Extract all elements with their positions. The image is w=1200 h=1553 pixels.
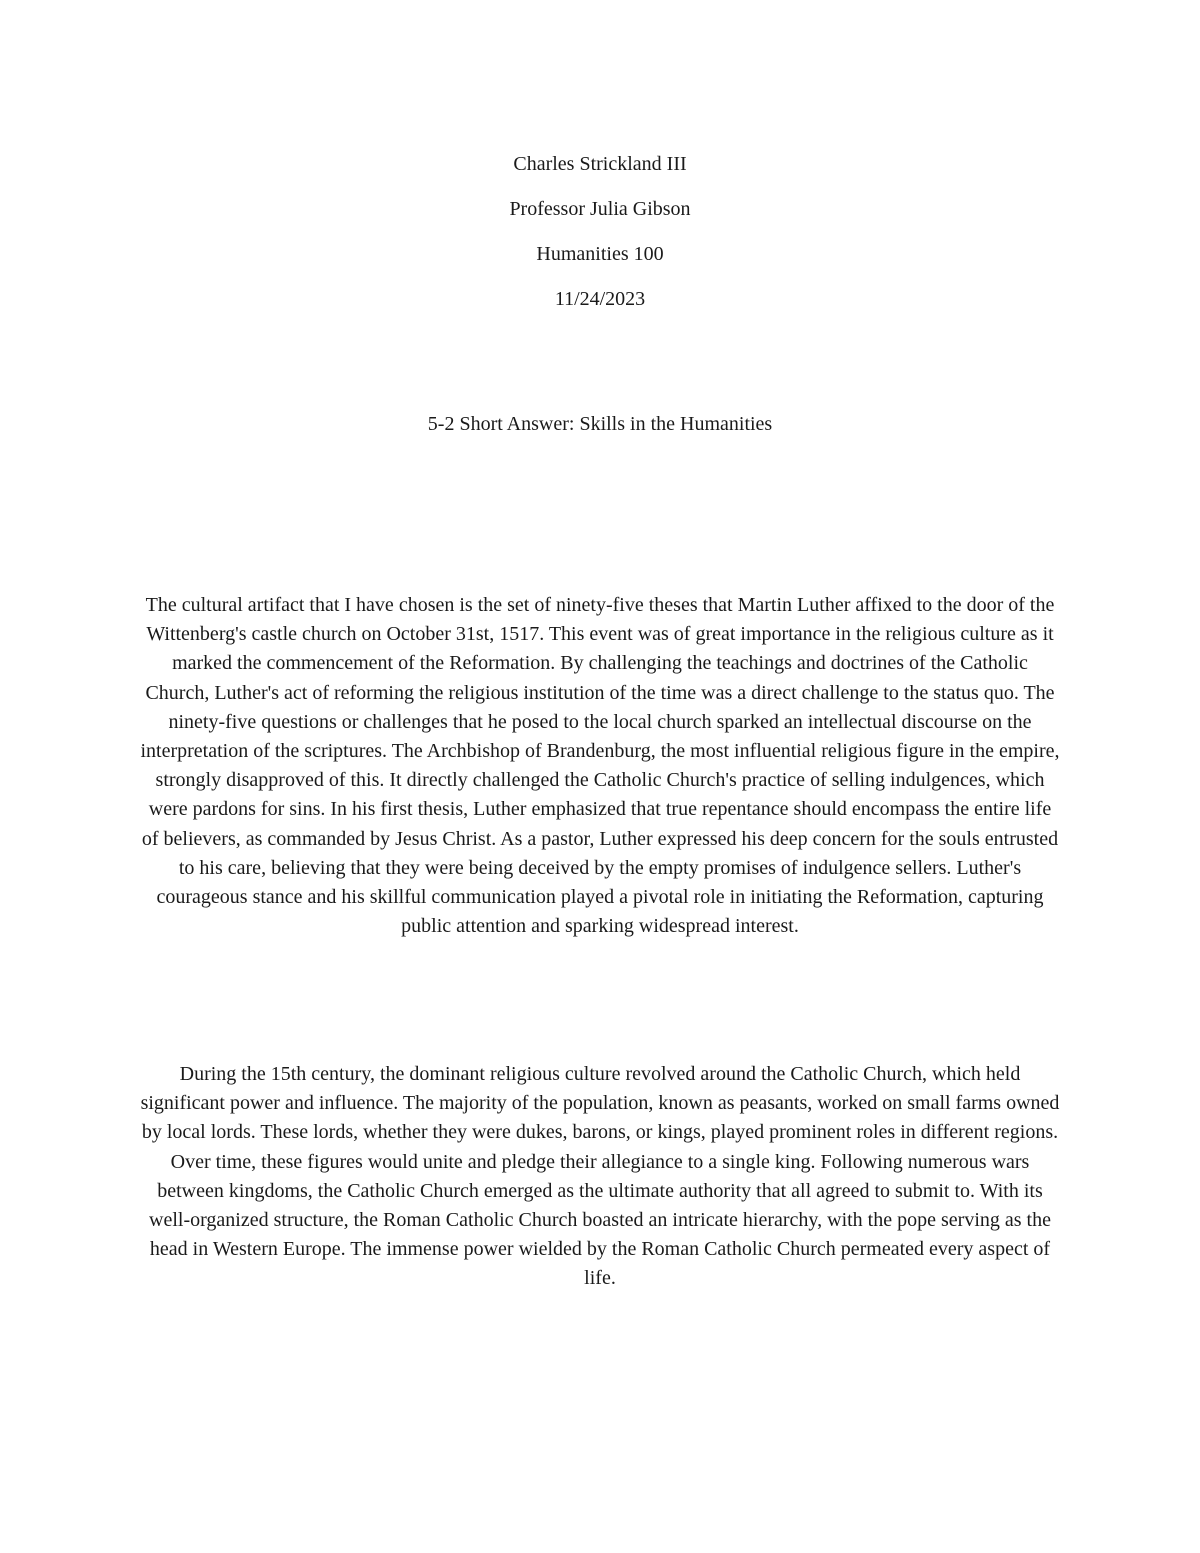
heading-block [0, 142, 1200, 322]
submission-date: 11/24/2023 [554, 288, 646, 310]
body-paragraph-2: During the 15th century, the dominant religious culture revolved around the Catholic Church, which held significant power and influence. The majority of the population, known as peasants, worked on small farms owned by local lords. These lords, whether they were dukes, barons, or kings, played prominent roles in different regions. Over time, these figures would unite and pledge their allegiance to a single king. Following numerous wars between kingdoms, the Catholic Church emerged as the ultimate authority that all agreed to submit to. With its well-organized structure, the Roman Catholic Church boasted an intricate hierarchy, with the pope serving as the head in Western Europe. The immense power wielded by the Roman Catholic Church permeated every aspect of life. [140, 1063, 1060, 1290]
body-paragraph-1: The cultural artifact that I have chosen is the set of ninety-five theses that Martin Luther affixed to the door of the Wittenberg's castle church on October 31st, 1517. This event was of great importance in the religious culture as it marked the commencement of the Reformation. By challenging the teachings and doctrines of the Catholic Church, Luther's act of reforming the religious institution of the time was a direct challenge to the status quo. The ninety-five questions or challenges that he posed to the local church sparked an intellectual discourse on the interpretation of the scriptures. The Archbishop of Brandenburg, the most influential religious figure in the empire, strongly disapproved of this. It directly challenged the Catholic Church's practice of selling indulgences, which were pardons for sins. In his first thesis, Luther emphasized that true repentance should encompass the entire life of believers, as commanded by Jesus Christ. As a pastor, Luther expressed his deep concern for the souls entrusted to his care, believing that they were being deceived by the empty promises of indulgence sellers. Luther's courageous stance and his skillful communication played a pivotal role in initiating the Reformation, capturing public attention and sparking widespread interest. [140, 594, 1060, 938]
document-title: 5-2 Short Answer: Skills in the Humanities [427, 413, 773, 435]
course-name: Humanities 100 [536, 243, 664, 265]
author-name: Charles Strickland III [513, 153, 687, 175]
instructor-name: Professor Julia Gibson [509, 198, 691, 220]
